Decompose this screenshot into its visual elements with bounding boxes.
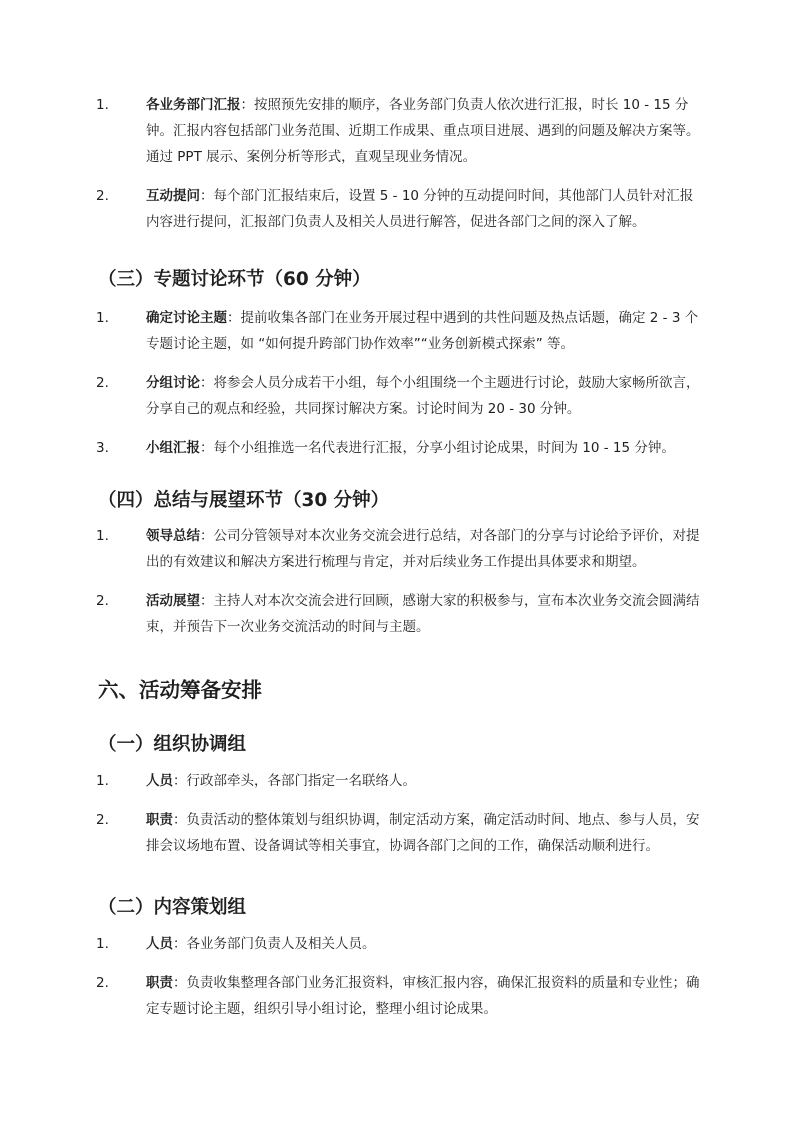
- list-term: 领导总结: [146, 528, 200, 544]
- list-text: ：行政部牵头，各部门指定一名联络人。: [173, 773, 416, 789]
- list-number: 1.: [96, 528, 109, 544]
- group-1-heading: （一）组织协调组: [98, 734, 247, 755]
- list-text: ：按照预先安排的顺序，各业务部门负责人依次进行汇报，时长 10 - 15 分钟。汇报内容包括部门业务范围、近期工作成果、重点项目进展、遇到的问题及解决方案等。通过 PPT 展示、案例分析等形式，直观呈现业务情况。: [146, 97, 700, 165]
- list-number: 1.: [96, 773, 109, 789]
- section-3-heading: （三）专题讨论环节（60 分钟）: [98, 269, 371, 290]
- list-term: 人员: [146, 773, 173, 789]
- list-term: 各业务部门汇报: [146, 97, 241, 113]
- list-text: ：负责收集整理各部门业务汇报资料，审核汇报内容，确保汇报资料的质量和专业性；确定专题讨论主题，组织引导小组讨论，整理小组讨论成果。: [146, 975, 700, 1017]
- section-3-list: [0, 305, 794, 461]
- group-1-list: [0, 768, 794, 859]
- list-item: [0, 931, 794, 957]
- list-item: [0, 305, 794, 357]
- section-4-heading: （四）总结与展望环节（30 分钟）: [98, 490, 390, 511]
- list-text: ：每个小组推选一名代表进行汇报，分享小组讨论成果，时间为 10 - 15 分钟。: [200, 440, 675, 456]
- list-term: 分组讨论: [146, 375, 200, 391]
- list-text: ：每个部门汇报结束后，设置 5 - 10 分钟的互动提问时间，其他部门人员针对汇报内容进行提问，汇报部门负责人及相关人员进行解答，促进各部门之间的深入了解。: [146, 188, 694, 230]
- group-2-list: [0, 931, 794, 1022]
- list-term: 活动展望: [146, 593, 200, 609]
- list-item: [0, 435, 794, 461]
- list-term: 小组汇报: [146, 440, 200, 456]
- section-4: [0, 523, 794, 653]
- list-text: ：负责活动的整体策划与组织协调，制定活动方案，确定活动时间、地点、参与人员，安排会议场地布置、设备调试等相关事宜，协调各部门之间的工作，确保活动顺利进行。: [146, 812, 700, 854]
- list-item: [0, 92, 794, 170]
- list-term: 互动提问: [146, 188, 200, 204]
- group-2: [0, 931, 794, 1035]
- list-text: ：主持人对本次交流会进行回顾，感谢大家的积极参与，宣布本次业务交流会圆满结束，并预告下一次业务交流活动的时间与主题。: [146, 593, 700, 635]
- list-term: 人员: [146, 936, 173, 952]
- section-a: [0, 92, 794, 248]
- list-number: 3.: [96, 440, 109, 456]
- section-3: [0, 305, 794, 474]
- list-item: [0, 370, 794, 422]
- list-term: 确定讨论主题: [146, 310, 227, 326]
- list-number: 2.: [96, 593, 109, 609]
- list-number: 2.: [96, 188, 109, 204]
- list-item: [0, 183, 794, 235]
- list-item: [0, 523, 794, 575]
- list-term: 职责: [146, 975, 173, 991]
- list-text: ：提前收集各部门在业务开展过程中遇到的共性问题及热点话题，确定 2 - 3 个专题讨论主题，如 “如何提升跨部门协作效率”“业务创新模式探索” 等。: [146, 310, 699, 352]
- group-1: [0, 768, 794, 872]
- list-number: 1.: [96, 310, 109, 326]
- list-number: 2.: [96, 975, 109, 991]
- list-term: 职责: [146, 812, 173, 828]
- section-4-list: [0, 523, 794, 640]
- group-2-heading: （二）内容策划组: [98, 897, 247, 918]
- list-text: ：公司分管领导对本次业务交流会进行总结，对各部门的分享与讨论给予评价，对提出的有效建议和解决方案进行梳理与肯定，并对后续业务工作提出具体要求和期望。: [146, 528, 700, 570]
- list-number: 2.: [96, 812, 109, 828]
- list-item: [0, 588, 794, 640]
- list-item: [0, 807, 794, 859]
- list-text: ：将参会人员分成若干小组，每个小组围绕一个主题进行讨论，鼓励大家畅所欲言，分享自己的观点和经验，共同探讨解决方案。讨论时间为 20 - 30 分钟。: [146, 375, 700, 417]
- list-item: [0, 970, 794, 1022]
- section-a-list: [0, 92, 794, 235]
- list-number: 2.: [96, 375, 109, 391]
- list-text: ：各业务部门负责人及相关人员。: [173, 936, 376, 952]
- list-item: [0, 768, 794, 794]
- list-number: 1.: [96, 936, 109, 952]
- chapter-6-heading: 六、活动筹备安排: [98, 678, 262, 702]
- list-number: 1.: [96, 97, 109, 113]
